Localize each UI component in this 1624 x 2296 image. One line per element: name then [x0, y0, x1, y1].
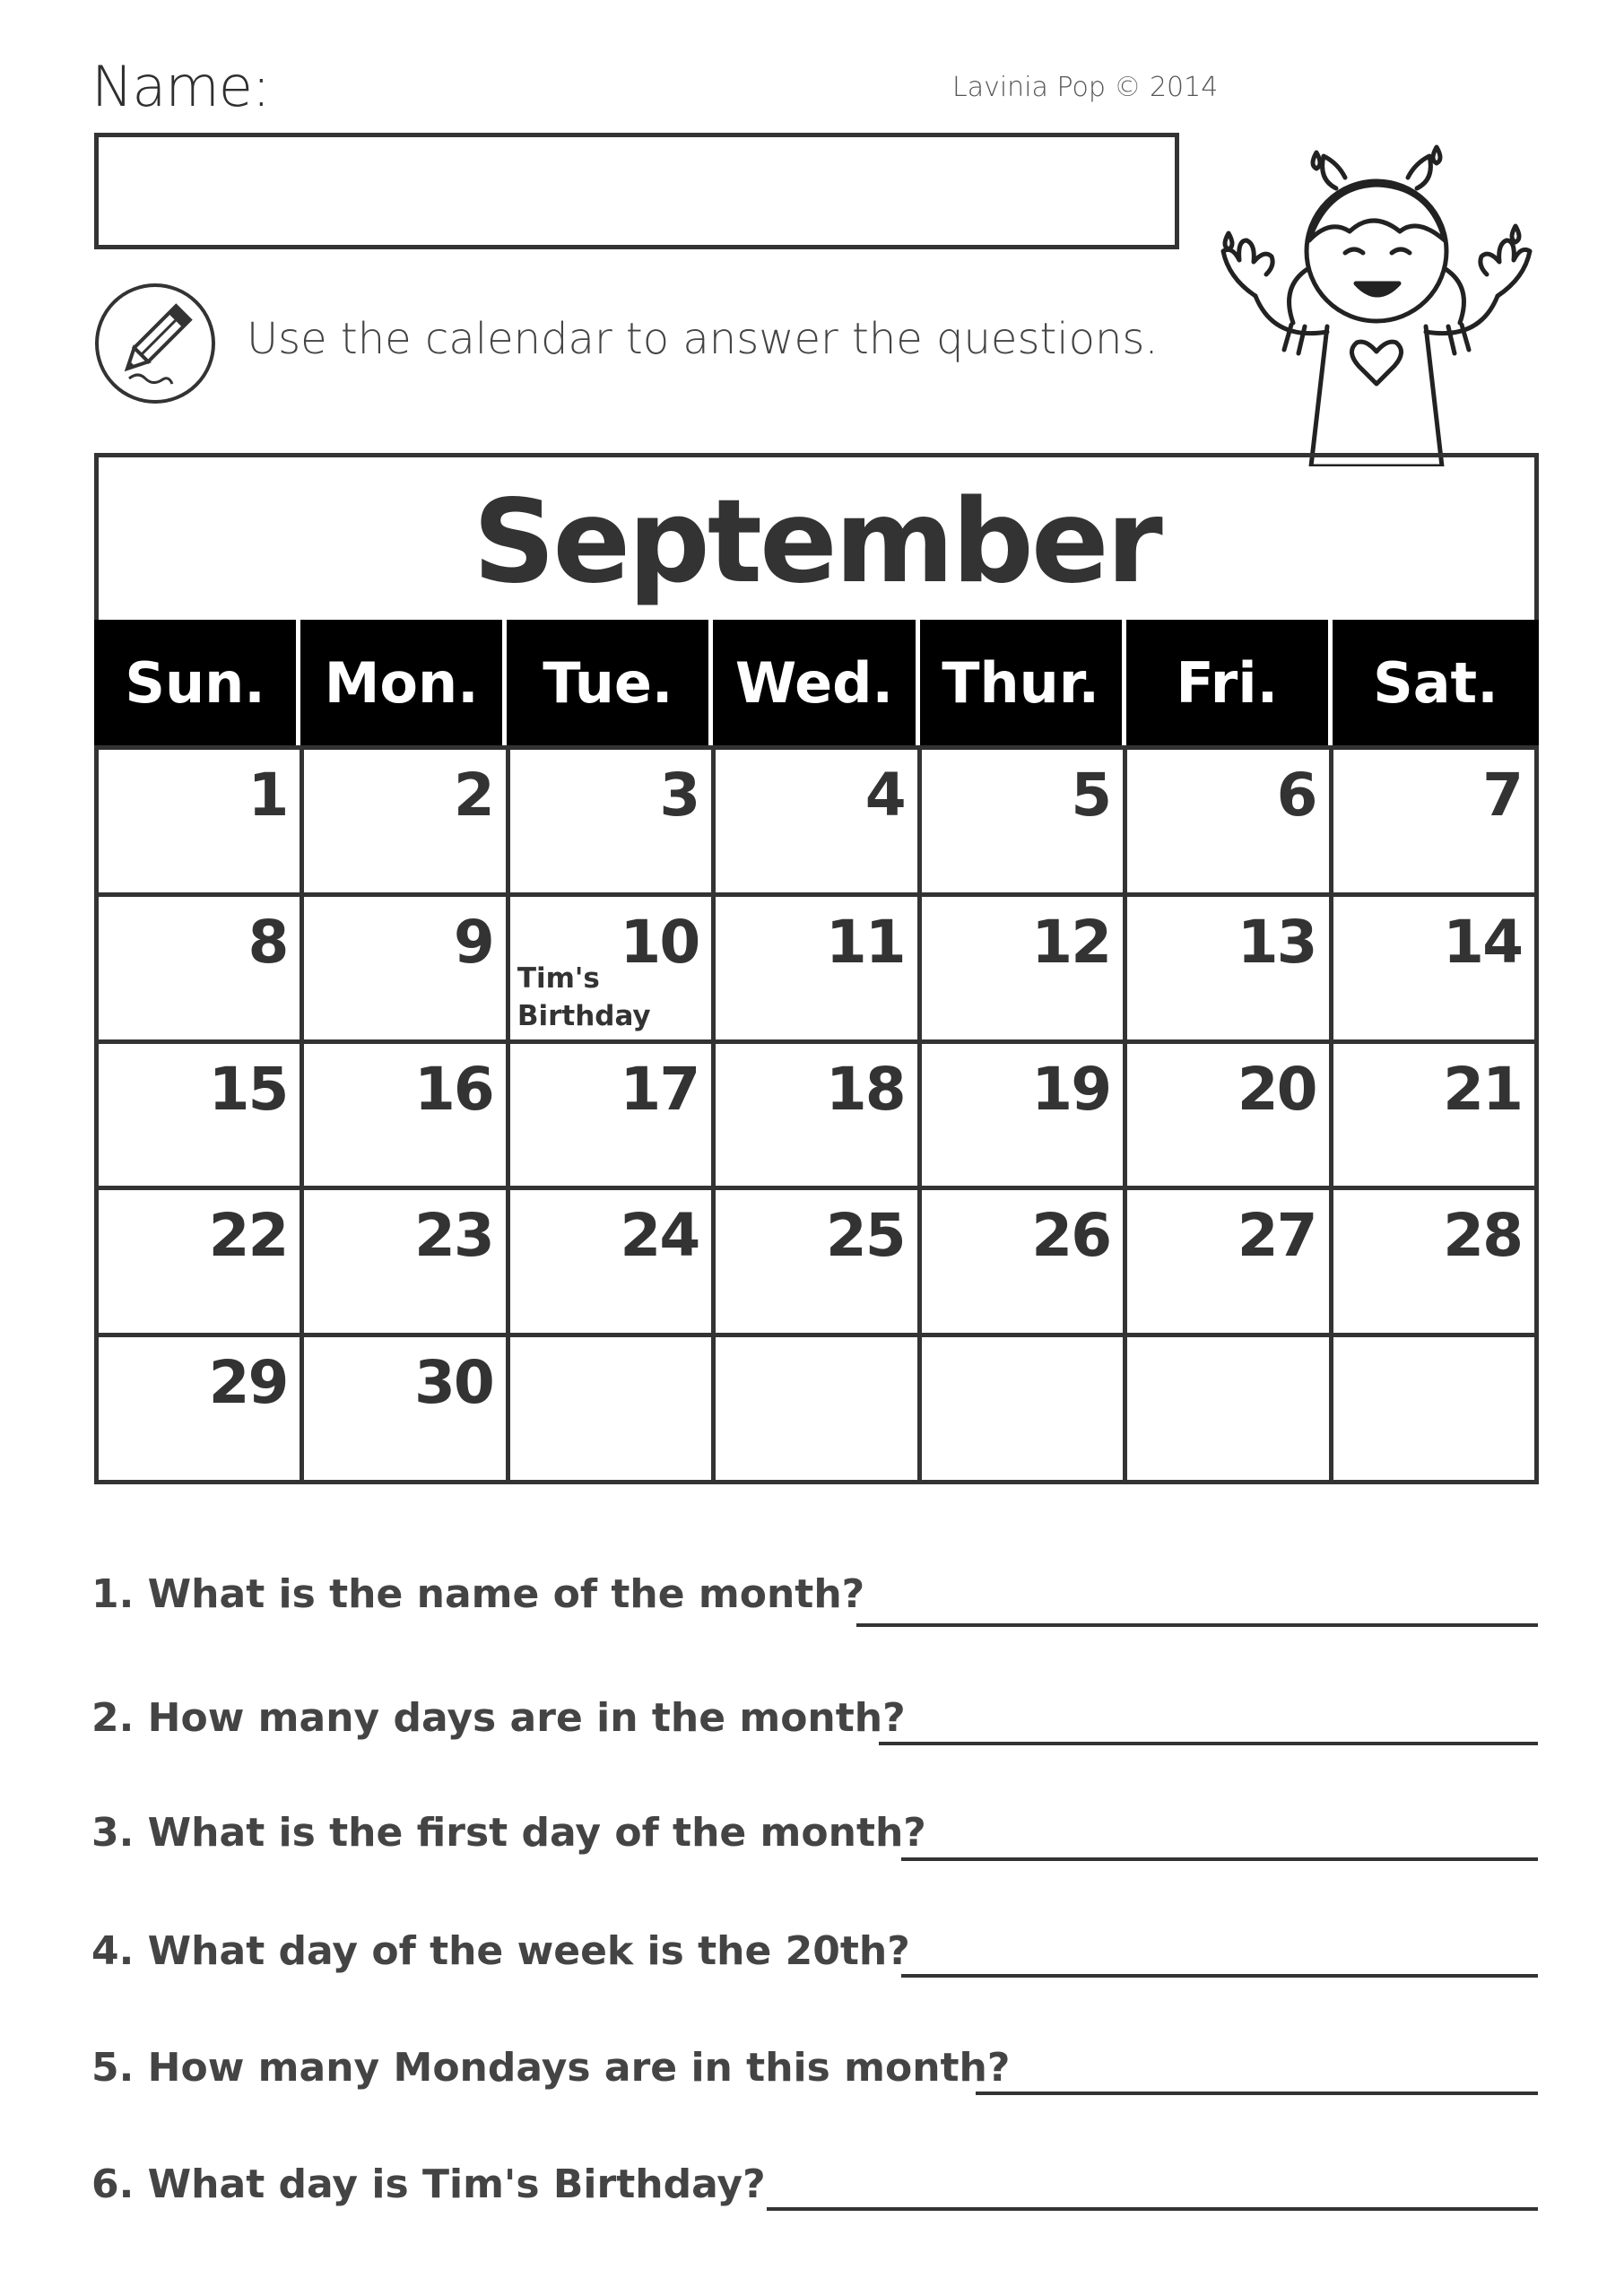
day-number: 6	[1276, 761, 1316, 830]
calendar-cell	[304, 750, 509, 897]
calendar-cell	[304, 1337, 509, 1484]
weekday-fri: Fri.	[1126, 620, 1328, 745]
calendar-cell	[716, 1337, 921, 1484]
day-number: 9	[453, 907, 493, 977]
weekday-tue: Tue.	[507, 620, 708, 745]
calendar-cell	[1333, 1044, 1539, 1191]
day-number: 15	[208, 1054, 288, 1124]
day-number: 19	[1031, 1054, 1111, 1124]
answer-line-5[interactable]	[976, 2092, 1538, 2095]
calendar-cell	[1127, 1190, 1333, 1337]
day-number: 23	[413, 1201, 493, 1271]
calendar-cell	[922, 1337, 1127, 1484]
calendar-cell	[304, 1044, 509, 1191]
calendar-cell	[510, 1190, 716, 1337]
calendar-cell	[716, 1044, 921, 1191]
day-number: 3	[659, 761, 699, 830]
day-number: 21	[1443, 1054, 1522, 1124]
calendar-cell	[304, 897, 509, 1044]
calendar-cell	[510, 1044, 716, 1191]
question-3: 3. What is the first day of the month?	[91, 1810, 926, 1856]
day-number: 7	[1482, 761, 1522, 830]
event-line-1: Tim's	[517, 961, 600, 995]
day-number: 12	[1031, 907, 1111, 977]
calendar-cell	[1127, 750, 1333, 897]
calendar-cell	[716, 1190, 921, 1337]
calendar-cell	[99, 1337, 304, 1484]
answer-line-3[interactable]	[901, 1857, 1538, 1861]
answer-line-1[interactable]	[856, 1623, 1538, 1627]
name-input-box[interactable]	[94, 133, 1179, 249]
question-1: 1. What is the name of the month?	[91, 1571, 865, 1617]
copyright-credit: Lavinia Pop © 2014	[952, 72, 1219, 103]
weekday-wed: Wed.	[713, 620, 915, 745]
day-number: 5	[1071, 761, 1111, 830]
weekday-mon: Mon.	[300, 620, 502, 745]
month-title: September	[473, 475, 1160, 609]
question-4: 4. What day of the week is the 20th?	[91, 1928, 910, 1974]
day-number: 26	[1031, 1201, 1111, 1271]
day-number: 1	[248, 761, 288, 830]
day-number: 14	[1443, 907, 1522, 977]
calendar-cell	[510, 750, 716, 897]
calendar-cell	[99, 750, 304, 897]
calendar-cell	[1127, 1337, 1333, 1484]
calendar-cell	[922, 1190, 1127, 1337]
answer-line-4[interactable]	[901, 1974, 1538, 1978]
pencil-icon	[93, 282, 217, 405]
calendar-cell	[922, 897, 1127, 1044]
calendar-grid	[94, 745, 1539, 1484]
day-number: 8	[248, 907, 288, 977]
day-number: 2	[453, 761, 493, 830]
day-number: 22	[208, 1201, 288, 1271]
question-6: 6. What day is Tim's Birthday?	[91, 2161, 766, 2207]
day-number: 13	[1237, 907, 1316, 977]
day-number: 11	[825, 907, 905, 977]
instruction-text: Use the calendar to answer the questions.	[247, 314, 1159, 364]
calendar-cell	[922, 750, 1127, 897]
calendar	[94, 453, 1539, 1484]
day-number: 4	[864, 761, 905, 830]
calendar-cell	[510, 1337, 716, 1484]
calendar-cell	[716, 750, 921, 897]
calendar-cell	[1127, 1044, 1333, 1191]
calendar-cell	[1333, 750, 1539, 897]
birthday-event	[517, 960, 651, 1035]
girl-illustration	[1202, 135, 1551, 466]
calendar-cell	[1333, 897, 1539, 1044]
day-number: 25	[825, 1201, 905, 1271]
day-number: 10	[620, 907, 699, 977]
calendar-cell	[99, 897, 304, 1044]
calendar-cell	[510, 897, 716, 1044]
calendar-cell	[99, 1190, 304, 1337]
weekday-sat: Sat.	[1333, 620, 1539, 745]
day-number: 24	[620, 1201, 699, 1271]
question-5: 5. How many Mondays are in this month?	[91, 2045, 1011, 2091]
answer-line-6[interactable]	[767, 2207, 1538, 2211]
calendar-cell	[304, 1190, 509, 1337]
weekday-thu: Thur.	[920, 620, 1122, 745]
event-line-2: Birthday	[517, 999, 651, 1032]
calendar-cell	[99, 1044, 304, 1191]
day-number: 18	[825, 1054, 905, 1124]
day-number: 16	[413, 1054, 493, 1124]
weekday-header	[94, 620, 1539, 745]
calendar-cell	[1333, 1190, 1539, 1337]
name-label: Name:	[91, 54, 270, 119]
day-number: 27	[1237, 1201, 1316, 1271]
day-number: 17	[620, 1054, 699, 1124]
calendar-cell	[716, 897, 921, 1044]
question-2: 2. How many days are in the month?	[91, 1695, 906, 1741]
calendar-cell	[922, 1044, 1127, 1191]
answer-line-2[interactable]	[879, 1742, 1538, 1745]
calendar-cell	[1333, 1337, 1539, 1484]
calendar-cell	[1127, 897, 1333, 1044]
day-number: 30	[413, 1348, 493, 1418]
day-number: 28	[1443, 1201, 1522, 1271]
day-number: 29	[208, 1348, 288, 1418]
weekday-sun: Sun.	[94, 620, 296, 745]
calendar-title-box	[94, 453, 1539, 620]
day-number: 20	[1237, 1054, 1316, 1124]
